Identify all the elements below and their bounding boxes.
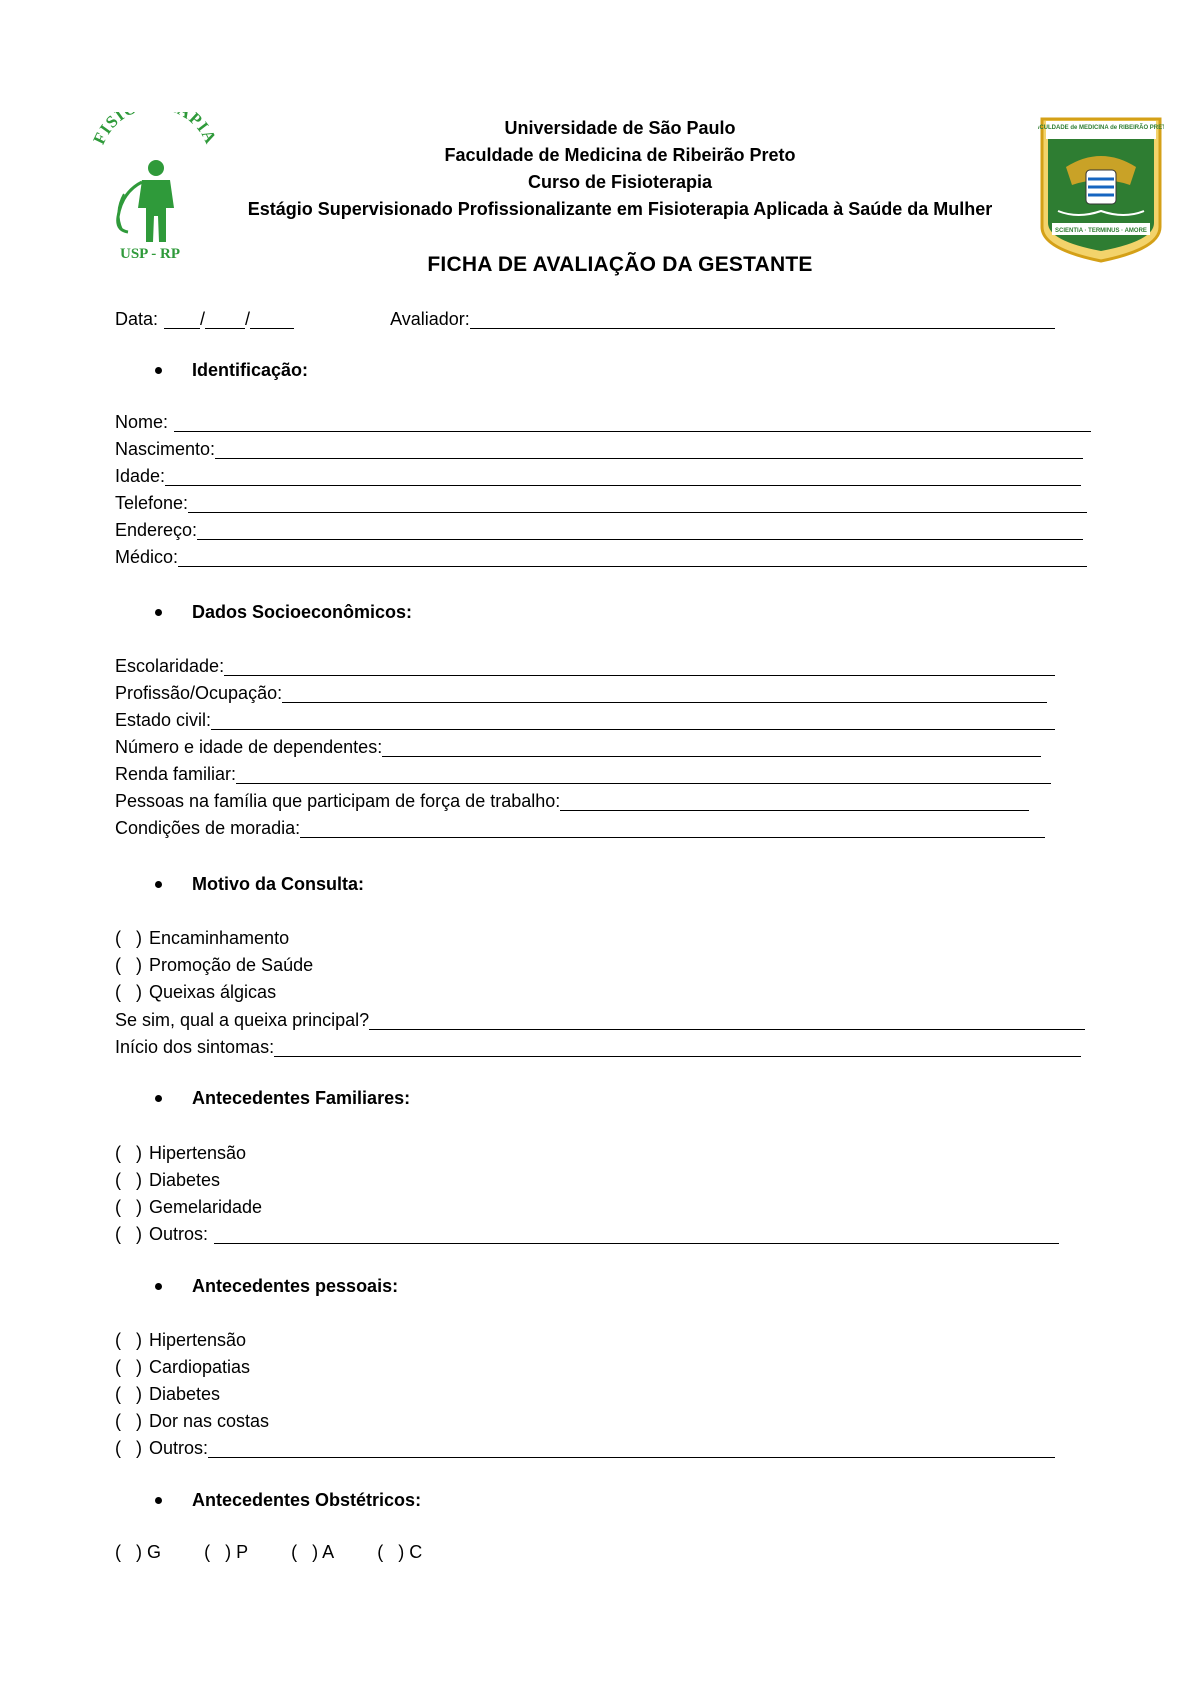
field-row-dependentes [115, 735, 1041, 757]
field-row-moradia [115, 816, 1045, 838]
field-label: Pessoas na família que participam de força de trabalho: [115, 791, 561, 811]
obstetric-option-a[interactable] [291, 1542, 334, 1563]
field-row-medico [115, 545, 1087, 567]
checkbox-open: ( [115, 1411, 121, 1431]
field-label: Condições de moradia: [115, 818, 301, 838]
field-label: Nascimento: [115, 439, 216, 459]
field-label: Escolaridade: [115, 656, 225, 676]
field-row-telefone [115, 491, 1087, 513]
option-label: Outros: [149, 1224, 209, 1244]
field-label: Idade: [115, 466, 166, 486]
option-label: Outros: [149, 1438, 209, 1458]
date-sep-2: / [245, 309, 251, 329]
checkbox-close: ) [398, 1542, 405, 1562]
section-pessoais [155, 1276, 398, 1297]
option-label: Cardiopatias [149, 1357, 251, 1377]
checkbox-icon[interactable] [115, 1438, 149, 1458]
section-identificacao [155, 360, 308, 381]
forca-trabalho-field[interactable] [560, 793, 1029, 811]
checkbox-close: ) [136, 1330, 143, 1350]
section-title: Identificação: [192, 360, 309, 380]
date-sep-1: / [200, 309, 206, 329]
field-row-nome [115, 410, 1091, 432]
checkbox-close: ) [225, 1542, 232, 1562]
section-socioeconomicos [155, 602, 412, 623]
field-label: Profissão/Ocupação: [115, 683, 283, 703]
checkbox-row[interactable] [115, 1355, 250, 1377]
telefone-field[interactable] [188, 495, 1087, 513]
logo-bottom-text: USP - RP [120, 246, 180, 262]
fmrp-emblem [1038, 115, 1164, 265]
checkbox-close: ) [136, 1411, 143, 1431]
faculty-name: Faculdade de Medicina de Ribeirão Preto [444, 145, 796, 165]
course-name: Curso de Fisioterapia [527, 172, 713, 192]
checkbox-row[interactable] [115, 1436, 1055, 1458]
idade-field[interactable] [165, 468, 1081, 486]
checkbox-icon[interactable] [115, 1330, 149, 1350]
logo-arc-text: FISI PI [89, 112, 213, 148]
checkbox-close: ) [136, 1197, 143, 1217]
field-row-inicio-sintomas [115, 1035, 1081, 1057]
endereco-field[interactable] [197, 522, 1083, 540]
profissao-field[interactable] [282, 685, 1047, 703]
bullet-icon [155, 1283, 162, 1290]
option-label: G [147, 1542, 162, 1562]
checkbox-close: ) [136, 955, 143, 975]
checkbox-icon[interactable] [115, 1197, 149, 1217]
checkbox-close: ) [136, 1438, 143, 1458]
field-label: Telefone: [115, 493, 189, 513]
internship-name: Estágio Supervisionado Profissionalizante em Fisioterapia Aplicada à Saúde da Mulher [247, 199, 993, 219]
field-row-estado-civil [115, 708, 1055, 730]
checkbox-row[interactable] [115, 1382, 220, 1404]
field-label: Nome: [115, 412, 169, 432]
moradia-field[interactable] [300, 820, 1045, 838]
date-evaluator-row [115, 307, 1055, 329]
queixa-field[interactable] [369, 1012, 1085, 1030]
option-label: P [236, 1542, 249, 1562]
evaluator-label: Avaliador: [390, 309, 470, 329]
option-label: A [322, 1542, 335, 1562]
section-title: Antecedentes Familiares: [192, 1088, 411, 1108]
obstetric-option-g[interactable] [115, 1542, 161, 1563]
option-label: Hipertensão [149, 1330, 247, 1350]
nome-field[interactable] [174, 414, 1091, 432]
option-label: Promoção de Saúde [149, 955, 314, 975]
field-row-renda [115, 762, 1051, 784]
obstetric-option-p[interactable] [204, 1542, 248, 1563]
checkbox-open: ( [115, 1438, 121, 1458]
checkbox-close: ) [136, 1143, 143, 1163]
date-year-field[interactable] [250, 311, 294, 329]
field-row-escolaridade [115, 654, 1055, 676]
fmrp-emblem-graphic [1038, 115, 1164, 265]
checkbox-open: ( [115, 1542, 121, 1562]
field-row-endereco [115, 518, 1083, 540]
option-label: C [409, 1542, 423, 1562]
section-title: Antecedentes pessoais: [192, 1276, 399, 1296]
checkbox-row[interactable] [115, 1141, 246, 1163]
checkbox-open: ( [377, 1542, 384, 1562]
checkbox-row[interactable] [115, 1328, 246, 1350]
svg-text:FISIOTERAPIA [89, 112, 218, 147]
emblem-top-text: FACULDADE de MEDICINA de RIBEIRÃO PRETO [1038, 125, 1164, 131]
checkbox-icon[interactable] [115, 1384, 149, 1404]
renda-field[interactable] [236, 766, 1051, 784]
checkbox-close: ) [136, 1170, 143, 1190]
checkbox-open: ( [115, 1170, 121, 1190]
field-label: Se sim, qual a queixa principal? [115, 1010, 370, 1030]
inicio-sintomas-field[interactable] [274, 1039, 1081, 1057]
date-label: Data: [115, 309, 159, 329]
field-label: Início dos sintomas: [115, 1037, 275, 1057]
option-label: Queixas álgicas [149, 982, 277, 1002]
checkbox-close: ) [136, 1357, 143, 1377]
checkbox-open: ( [291, 1542, 298, 1562]
option-label: Hipertensão [149, 1143, 247, 1163]
checkbox-icon[interactable] [115, 1357, 149, 1377]
checkbox-row[interactable] [115, 1222, 1059, 1244]
section-obstetricos [155, 1490, 421, 1511]
checkbox-open: ( [115, 1384, 121, 1404]
checkbox-close: ) [312, 1542, 319, 1562]
checkbox-close: ) [136, 928, 143, 948]
field-label: Médico: [115, 547, 179, 567]
checkbox-open: ( [115, 928, 121, 948]
checkbox-row[interactable] [115, 980, 276, 1002]
checkbox-row[interactable] [115, 1195, 262, 1217]
checkbox-close: ) [136, 1542, 143, 1562]
medico-field[interactable] [178, 549, 1087, 567]
checkbox-icon[interactable] [115, 1224, 149, 1244]
option-label: Dor nas costas [149, 1411, 270, 1431]
field-row-forca-trabalho [115, 789, 1029, 811]
checkbox-close: ) [136, 1384, 143, 1404]
field-label: Endereço: [115, 520, 198, 540]
checkbox-open: ( [115, 982, 121, 1002]
estado-civil-field[interactable] [211, 712, 1055, 730]
checkbox-open: ( [115, 1330, 121, 1350]
checkbox-icon[interactable] [115, 982, 149, 1002]
checkbox-close: ) [136, 982, 143, 1002]
option-label: Diabetes [149, 1384, 221, 1404]
checkbox-icon[interactable] [115, 955, 149, 975]
section-motivo [155, 874, 364, 895]
checkbox-icon[interactable] [115, 1411, 149, 1431]
field-row-idade [115, 464, 1081, 486]
field-row-nascimento [115, 437, 1083, 459]
pessoais-outros-field[interactable] [208, 1440, 1055, 1458]
bullet-icon [155, 881, 162, 888]
familiares-outros-field[interactable] [214, 1226, 1059, 1244]
checkbox-row[interactable] [115, 926, 289, 948]
checkbox-icon[interactable] [115, 928, 149, 948]
section-familiares [155, 1088, 410, 1109]
bullet-icon [155, 1095, 162, 1102]
checkbox-open: ( [115, 1197, 121, 1217]
option-label: Diabetes [149, 1170, 221, 1190]
option-label: Encaminhamento [149, 928, 290, 948]
obstetric-options-row [115, 1542, 460, 1563]
checkbox-open: ( [204, 1542, 211, 1562]
checkbox-open: ( [115, 955, 121, 975]
emblem-motto: SCIENTIA · TERMINUS · AMORE [1055, 228, 1147, 234]
option-label: Gemelaridade [149, 1197, 263, 1217]
dependentes-field[interactable] [382, 739, 1041, 757]
checkbox-icon[interactable] [115, 1170, 149, 1190]
date-month-field[interactable] [205, 311, 245, 329]
section-title: Dados Socioeconômicos: [192, 602, 413, 622]
form-title: FICHA DE AVALIAÇÃO DA GESTANTE [427, 253, 813, 276]
checkbox-open: ( [115, 1143, 121, 1163]
checkbox-row[interactable] [115, 1168, 220, 1190]
section-title: Antecedentes Obstétricos: [192, 1490, 422, 1510]
date-day-field[interactable] [164, 311, 200, 329]
checkbox-open: ( [115, 1224, 121, 1244]
checkbox-open: ( [115, 1357, 121, 1377]
section-title: Motivo da Consulta: [192, 874, 364, 894]
field-label: Renda familiar: [115, 764, 237, 784]
field-label: Número e idade de dependentes: [115, 737, 383, 757]
escolaridade-field[interactable] [224, 658, 1055, 676]
university-name: Universidade de São Paulo [504, 118, 736, 138]
bullet-icon [155, 609, 162, 616]
fisioterapia-logo [88, 112, 218, 262]
fisioterapia-logo-graphic [88, 112, 218, 262]
bullet-icon [155, 1497, 162, 1504]
obstetric-option-c[interactable] [377, 1542, 422, 1563]
checkbox-row[interactable] [115, 1409, 269, 1431]
evaluator-field[interactable] [470, 311, 1055, 329]
field-row-profissao [115, 681, 1047, 703]
bullet-icon [155, 367, 162, 374]
checkbox-row[interactable] [115, 953, 313, 975]
field-label: Estado civil: [115, 710, 212, 730]
checkbox-icon[interactable] [115, 1143, 149, 1163]
field-row-queixa [115, 1008, 1085, 1030]
checkbox-close: ) [136, 1224, 143, 1244]
nascimento-field[interactable] [215, 441, 1083, 459]
